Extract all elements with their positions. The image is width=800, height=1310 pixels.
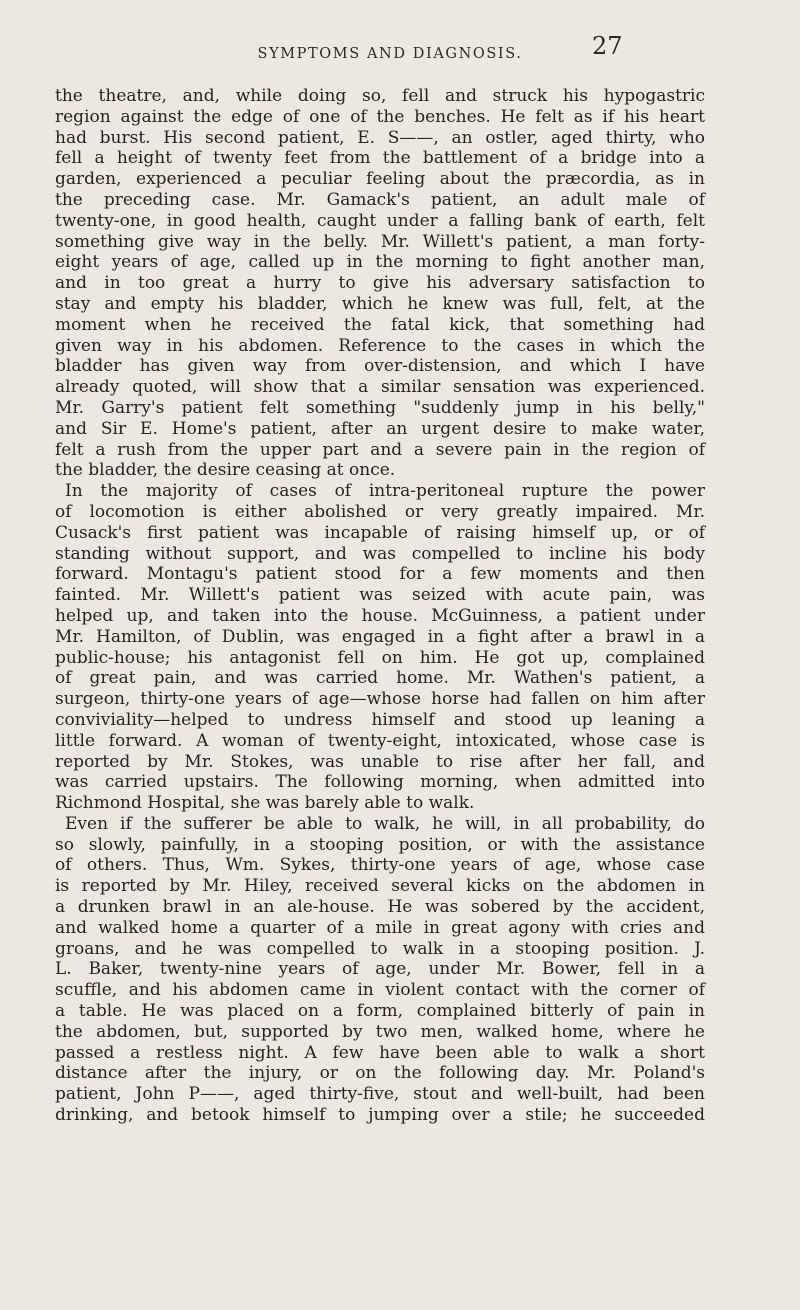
page-number: 27 xyxy=(592,32,623,60)
text-line: little forward. A woman of twenty-eight, intoxicated, whose case is xyxy=(55,730,705,751)
text-line: and walked home a quarter of a mile in great agony with cries and xyxy=(55,917,705,938)
body-text xyxy=(55,86,705,1126)
text-line: moment when he received the fatal kick, that something had xyxy=(55,314,705,335)
text-line: scuffle, and his abdomen came in violent contact with the corner of xyxy=(55,980,705,1001)
text-line: had burst. His second patient, E. S——, an ostler, aged thirty, who xyxy=(55,127,705,148)
text-line: drinking, and betook himself to jumping over a stile; he succeeded xyxy=(55,1105,705,1126)
text-line: Mr. Garry's patient felt something "suddenly jump in his belly," xyxy=(55,397,705,418)
text-line: stay and empty his bladder, which he knew was full, felt, at the xyxy=(55,293,705,314)
text-line: reported by Mr. Stokes, was unable to rise after her fall, and xyxy=(55,751,705,772)
running-head: SYMPTOMS AND DIAGNOSIS. xyxy=(257,46,523,62)
text-line: Even if the sufferer be able to walk, he will, in all probability, do xyxy=(65,813,705,834)
text-line: bladder has given way from over-distension, and which I have xyxy=(55,356,705,377)
text-line: of others. Thus, Wm. Sykes, thirty-one years of age, whose case xyxy=(55,855,705,876)
text-line: patient, John P——, aged thirty-five, stout and well-built, had been xyxy=(55,1084,705,1105)
text-line: L. Baker, twenty-nine years of age, under Mr. Bower, fell in a xyxy=(55,959,705,980)
text-line: the bladder, the desire ceasing at once. xyxy=(55,460,396,481)
text-line: garden, experienced a peculiar feeling about the præcordia, as in xyxy=(55,169,705,190)
text-line: a table. He was placed on a form, complained bitterly of pain in xyxy=(55,1001,705,1022)
text-line: was carried upstairs. The following morning, when admitted into xyxy=(55,772,705,793)
text-line: something give way in the belly. Mr. Willett's patient, a man forty- xyxy=(55,231,705,252)
text-line: already quoted, will show that a similar sensation was experienced. xyxy=(55,377,705,398)
text-line: a drunken brawl in an ale-house. He was sobered by the accident, xyxy=(55,897,705,918)
text-line: is reported by Mr. Hiley, received several kicks on the abdomen in xyxy=(55,876,705,897)
text-line: of locomotion is either abolished or very greatly impaired. Mr. xyxy=(55,501,705,522)
text-line: the theatre, and, while doing so, fell and struck his hypogastric xyxy=(55,86,705,106)
text-line: eight years of age, called up in the morning to fight another man, xyxy=(55,252,705,273)
text-line: of great pain, and was carried home. Mr. Wathen's patient, a xyxy=(55,668,705,689)
text-line: given way in his abdomen. Reference to the cases in which the xyxy=(55,335,705,356)
text-line: Richmond Hospital, she was barely able to walk. xyxy=(55,793,475,814)
text-line: the preceding case. Mr. Gamack's patient, an adult male of xyxy=(55,189,705,210)
text-line: distance after the injury, or on the following day. Mr. Poland's xyxy=(55,1063,705,1084)
text-line: public-house; his antagonist fell on him. He got up, complained xyxy=(55,647,705,668)
text-line: helped up, and taken into the house. McGuinness, a patient under xyxy=(55,605,705,626)
text-line: fell a height of twenty feet from the battlement of a bridge into a xyxy=(55,148,705,169)
text-line: the abdomen, but, supported by two men, walked home, where he xyxy=(55,1021,705,1042)
text-line: so slowly, painfully, in a stooping position, or with the assistance xyxy=(55,834,705,855)
text-line: surgeon, thirty-one years of age—whose horse had fallen on him after xyxy=(55,689,705,710)
text-line: twenty-one, in good health, caught under a falling bank of earth, felt xyxy=(55,210,705,231)
text-line: felt a rush from the upper part and a severe pain in the region of xyxy=(55,439,705,460)
text-line: In the majority of cases of intra-peritoneal rupture the power xyxy=(65,481,705,502)
text-line: fainted. Mr. Willett's patient was seized with acute pain, was xyxy=(55,585,705,606)
text-line: Mr. Hamilton, of Dublin, was engaged in a fight after a brawl in a xyxy=(55,626,705,647)
text-line: groans, and he was compelled to walk in a stooping position. J. xyxy=(55,938,705,959)
text-line: standing without support, and was compelled to incline his body xyxy=(55,543,705,564)
text-line: Cusack's first patient was incapable of raising himself up, or of xyxy=(55,522,705,543)
text-line: and in too great a hurry to give his adversary satisfaction to xyxy=(55,273,705,294)
text-line: region against the edge of one of the benches. He felt as if his heart xyxy=(55,106,705,127)
text-line: and Sir E. Home's patient, after an urgent desire to make water, xyxy=(55,418,705,439)
text-line: passed a restless night. A few have been able to walk a short xyxy=(55,1042,705,1063)
text-line: forward. Montagu's patient stood for a few moments and then xyxy=(55,564,705,585)
text-line: conviviality—helped to undress himself and stood up leaning a xyxy=(55,709,705,730)
